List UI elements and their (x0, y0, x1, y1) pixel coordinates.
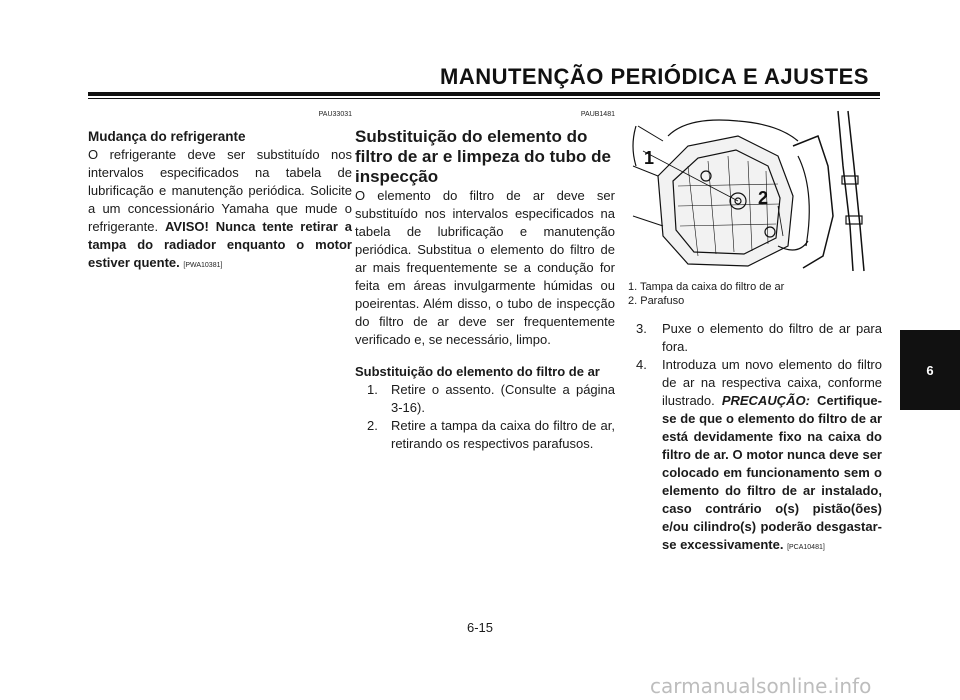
coolant-warning: AVISO! Nunca tente retirar a tampa do radiador enquanto o motor estiver quente. (88, 219, 352, 270)
air-filter-illustration (628, 106, 882, 274)
figure-caption (628, 280, 882, 308)
header-rule-thin (88, 98, 880, 99)
warning-code: [PWA10381] (183, 262, 223, 269)
section-title-coolant: Mudança do refrigerante (88, 129, 246, 144)
caution-text: Certifique-se de que o elemento do filtro de ar está devidamente fixo na caixa do filtro de ar. O motor nunca deve ser colocado em funcionamento sem o elemento do filtro de ar instalado, caso contrário o(s) pistão(ões) e/ou cilindro(s) poderão desgastar-se excessivamente. (662, 393, 882, 552)
step-number: 3. (636, 321, 647, 336)
coolant-text: O refrigerante deve ser substituído nos intervalos especificados na tabela de lubrificação e manutenção periódica. Solicite a um concessionário Yamaha que mude o refrigerante. (88, 147, 352, 234)
caption-2: 2. Parafuso (628, 295, 685, 307)
step-text: Introduza um novo elemento do filtro de ar na respectiva caixa, conforme ilustrado. (662, 357, 882, 408)
step-number: 4. (636, 357, 647, 372)
section-title-air-filter: Substituição do elemento do filtro de ar e limpeza do tubo de inspecção (355, 127, 611, 186)
page-number: 6-15 (466, 620, 494, 635)
step-text: Retire o assento. (Consulte a página 3-16). (391, 382, 615, 415)
subheading-replacement: Substituição do elemento do filtro de ar (355, 364, 600, 379)
step-1 (355, 381, 615, 417)
caution-code: [PCA10481] (787, 544, 825, 551)
header-rule-thick (88, 92, 880, 96)
air-filter-paragraph: O elemento do filtro de ar deve ser substituído nos intervalos especificados na tabela de lubrificação e manutenção periódica. Substitua o elemento do filtro de ar mais frequentemente se a condução for feita em áreas invulgarmente húmidas ou poeirentas. Além disso, o tubo de inspecção do filtro de ar deve ser frequentemente verificado e, se necessário, limpo. (355, 188, 615, 347)
column-coolant (88, 106, 352, 275)
step-3 (628, 320, 882, 356)
step-text: Retire a tampa da caixa do filtro de ar, retirando os respectivos parafusos. (391, 418, 615, 451)
section-code: PAU33031 (318, 111, 352, 118)
chapter-tab: 6 (900, 330, 960, 410)
step-text: Puxe o elemento do filtro de ar para fora. (662, 321, 882, 354)
engine-drawing (628, 106, 882, 274)
step-2 (355, 417, 615, 453)
caution-label: PRECAUÇÃO: (721, 393, 810, 408)
callout-1: 1 (644, 148, 655, 168)
watermark: carmanualsonline.info (650, 674, 872, 698)
column-air-filter (355, 106, 615, 453)
callout-2: 2 (758, 188, 769, 208)
step-number: 1. (367, 382, 378, 397)
step-number: 2. (367, 418, 378, 433)
coolant-paragraph (88, 146, 352, 275)
section-code: PAUB1481 (580, 111, 615, 118)
page-header-title: MANUTENÇÃO PERIÓDICA E AJUSTES (440, 64, 869, 89)
caption-1: 1. Tampa da caixa do filtro de ar (628, 281, 785, 293)
step-4 (628, 356, 882, 557)
column-figure-steps (628, 106, 882, 557)
